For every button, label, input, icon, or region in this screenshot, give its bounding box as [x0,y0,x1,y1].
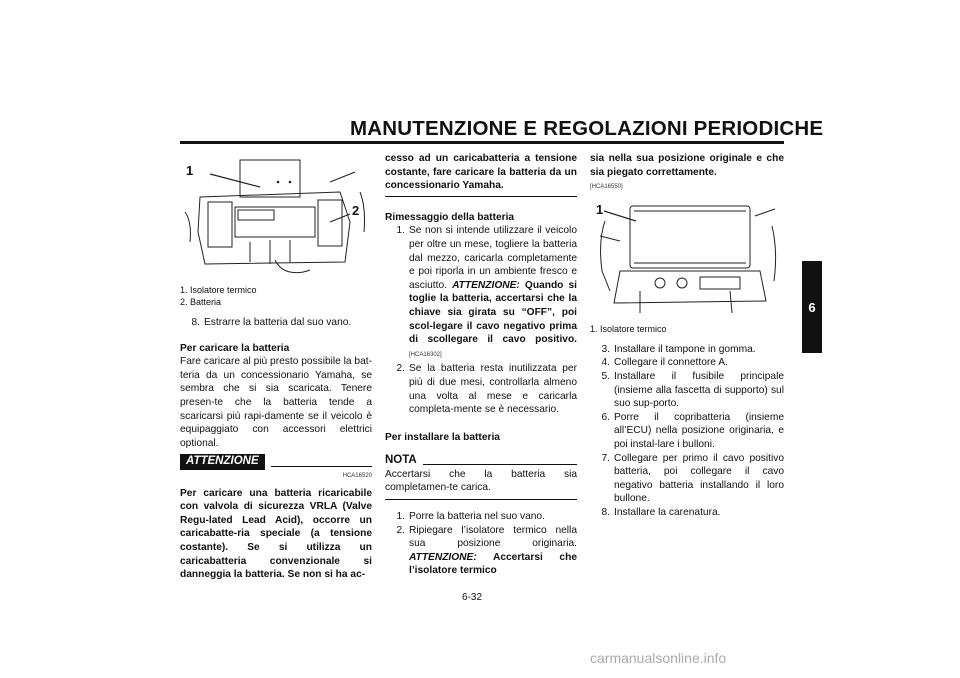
storage-step-2 [385,362,577,416]
attention-code: HCA16520 [342,472,372,479]
step-number: 2. [396,363,405,375]
step-text: Porre il copribatteria (insieme all’ECU) nella posizione originaria, e poi instal-lare i bulloni. [614,411,784,450]
page-number: 6-32 [462,592,483,603]
install-step-1 [385,510,577,524]
install-step-4 [590,356,784,370]
step-number: 2. [396,524,405,536]
step-number: 4. [601,357,610,369]
battery-illustration [180,152,372,280]
figure-caption: 1. Isolatore termico [590,323,667,334]
charge-paragraph: Fare caricare al più presto possibile la bat-teria da un concessionario Yamaha, se sembra che si sia scaricata. Tenere presen-te che la batteria tende a scaricarsi più rapi-damente se il veicolo è equipaggiato con accessori elettrici optional. [180,356,372,449]
figure-callout-1: 1 [596,201,604,217]
nota-text: Accertarsi che la batteria sia completamen-te carica. [385,468,577,494]
step-text: Porre la batteria nel suo vano. [409,511,545,523]
step-text: Se non si intende utilizzare il veicolo per oltre un mese, togliere la batteria dal mezzo, caricarla completamente e poi riporla in un ambiente fresco e asciutto. ATTENZIONE: Quando si toglie la batteria, accertarsi che la chiave sia girata su “OFF”, poi scol-legare il cavo negativo prima di scollegare il cavo positivo. [HCA16302] [409,225,577,358]
step-text: Collegare il connettore A. [614,357,728,369]
column-2 [385,152,577,578]
step-number: 8. [601,506,610,518]
storage-step-1 [385,224,577,362]
nota-label: NOTA [385,454,417,467]
step-text: Installare il fusibile principale (insieme alla fascetta di supporto) sul suo sup-porto. [614,370,784,410]
step-text: Installare la carenatura. [614,506,721,518]
step-number: 8. [191,317,200,328]
attention-continued: sia nella sua posizione originale e che sia piegato correttamente. [590,153,784,178]
attention-label-row [180,454,372,470]
battery-figure [180,152,372,280]
step-number: 3. [601,343,610,355]
step-text: Estrarre la batteria dal suo vano. [204,317,352,328]
insulator-illustration [590,201,784,319]
step-number: 5. [601,370,610,382]
column-3 [590,152,784,520]
step-text: Se la batteria resta inutilizzata per più di due mesi, controllarla almeno una volta al mese e caricarla completa-mente se è necessario. [409,363,577,416]
install-step-7 [590,452,784,506]
step-number: 6. [601,411,610,423]
warning-code: [HCA16302] [409,351,442,358]
attention-label: ATTENZIONE [180,454,265,470]
step-8 [180,316,372,330]
chapter-tab: 6 [802,261,822,353]
attention-text: Per caricare una batteria ricaricabile con valvola di sicurezza VRLA (Valve Regu-lated Lead Acid), occorre un caricabatte-ria speciale (a tensione costante). Se si utilizza un caricabatteria convenzionale si danneggia la batteria. Se non si ha ac- [180,487,372,581]
storage-heading: Rimessaggio della batteria [385,211,515,223]
attention-continued: cesso ad un caricabatteria a tensione costante, fare caricare la batteria da un concessionario Yamaha. [385,153,577,192]
step-text: Ripiegare l’isolatore termico nella sua posizione originaria. ATTENZIONE: Accertarsi che l’isolatore termico [409,524,577,577]
watermark: carmanualsonline.info [590,650,727,666]
insulator-figure [590,201,784,319]
title-rule [180,141,784,144]
install-step-6 [590,411,784,452]
figure-caption-1: 1. Isolatore termico [180,285,257,295]
page-title: MANUTENZIONE E REGOLAZIONI PERIODICHE [350,117,824,140]
inline-attention: ATTENZIONE: [452,279,520,291]
step-text: Collegare per primo il cavo positivo batteria, poi collegare il cavo negativo batteria installando il loro bullone. [614,452,784,505]
charge-heading: Per caricare la batteria [180,342,290,354]
column-1 [180,152,372,582]
figure-caption-2: 2. Batteria [180,297,222,307]
install-step-8 [590,506,784,520]
warning-code: [HCA16550] [590,184,623,191]
figure-callout-1: 1 [186,163,194,178]
nota-label-row [385,454,577,468]
install-step-3 [590,343,784,357]
step-number: 1. [396,511,405,523]
install-step-2 [385,524,577,578]
step-number: 1. [396,225,405,237]
step-text: Installare il tampone in gomma. [614,343,756,355]
figure-callout-2: 2 [352,203,360,218]
inline-attention: ATTENZIONE: [409,551,477,563]
install-heading: Per installare la batteria [385,431,500,443]
step-number: 7. [601,452,610,464]
install-step-5 [590,370,784,411]
